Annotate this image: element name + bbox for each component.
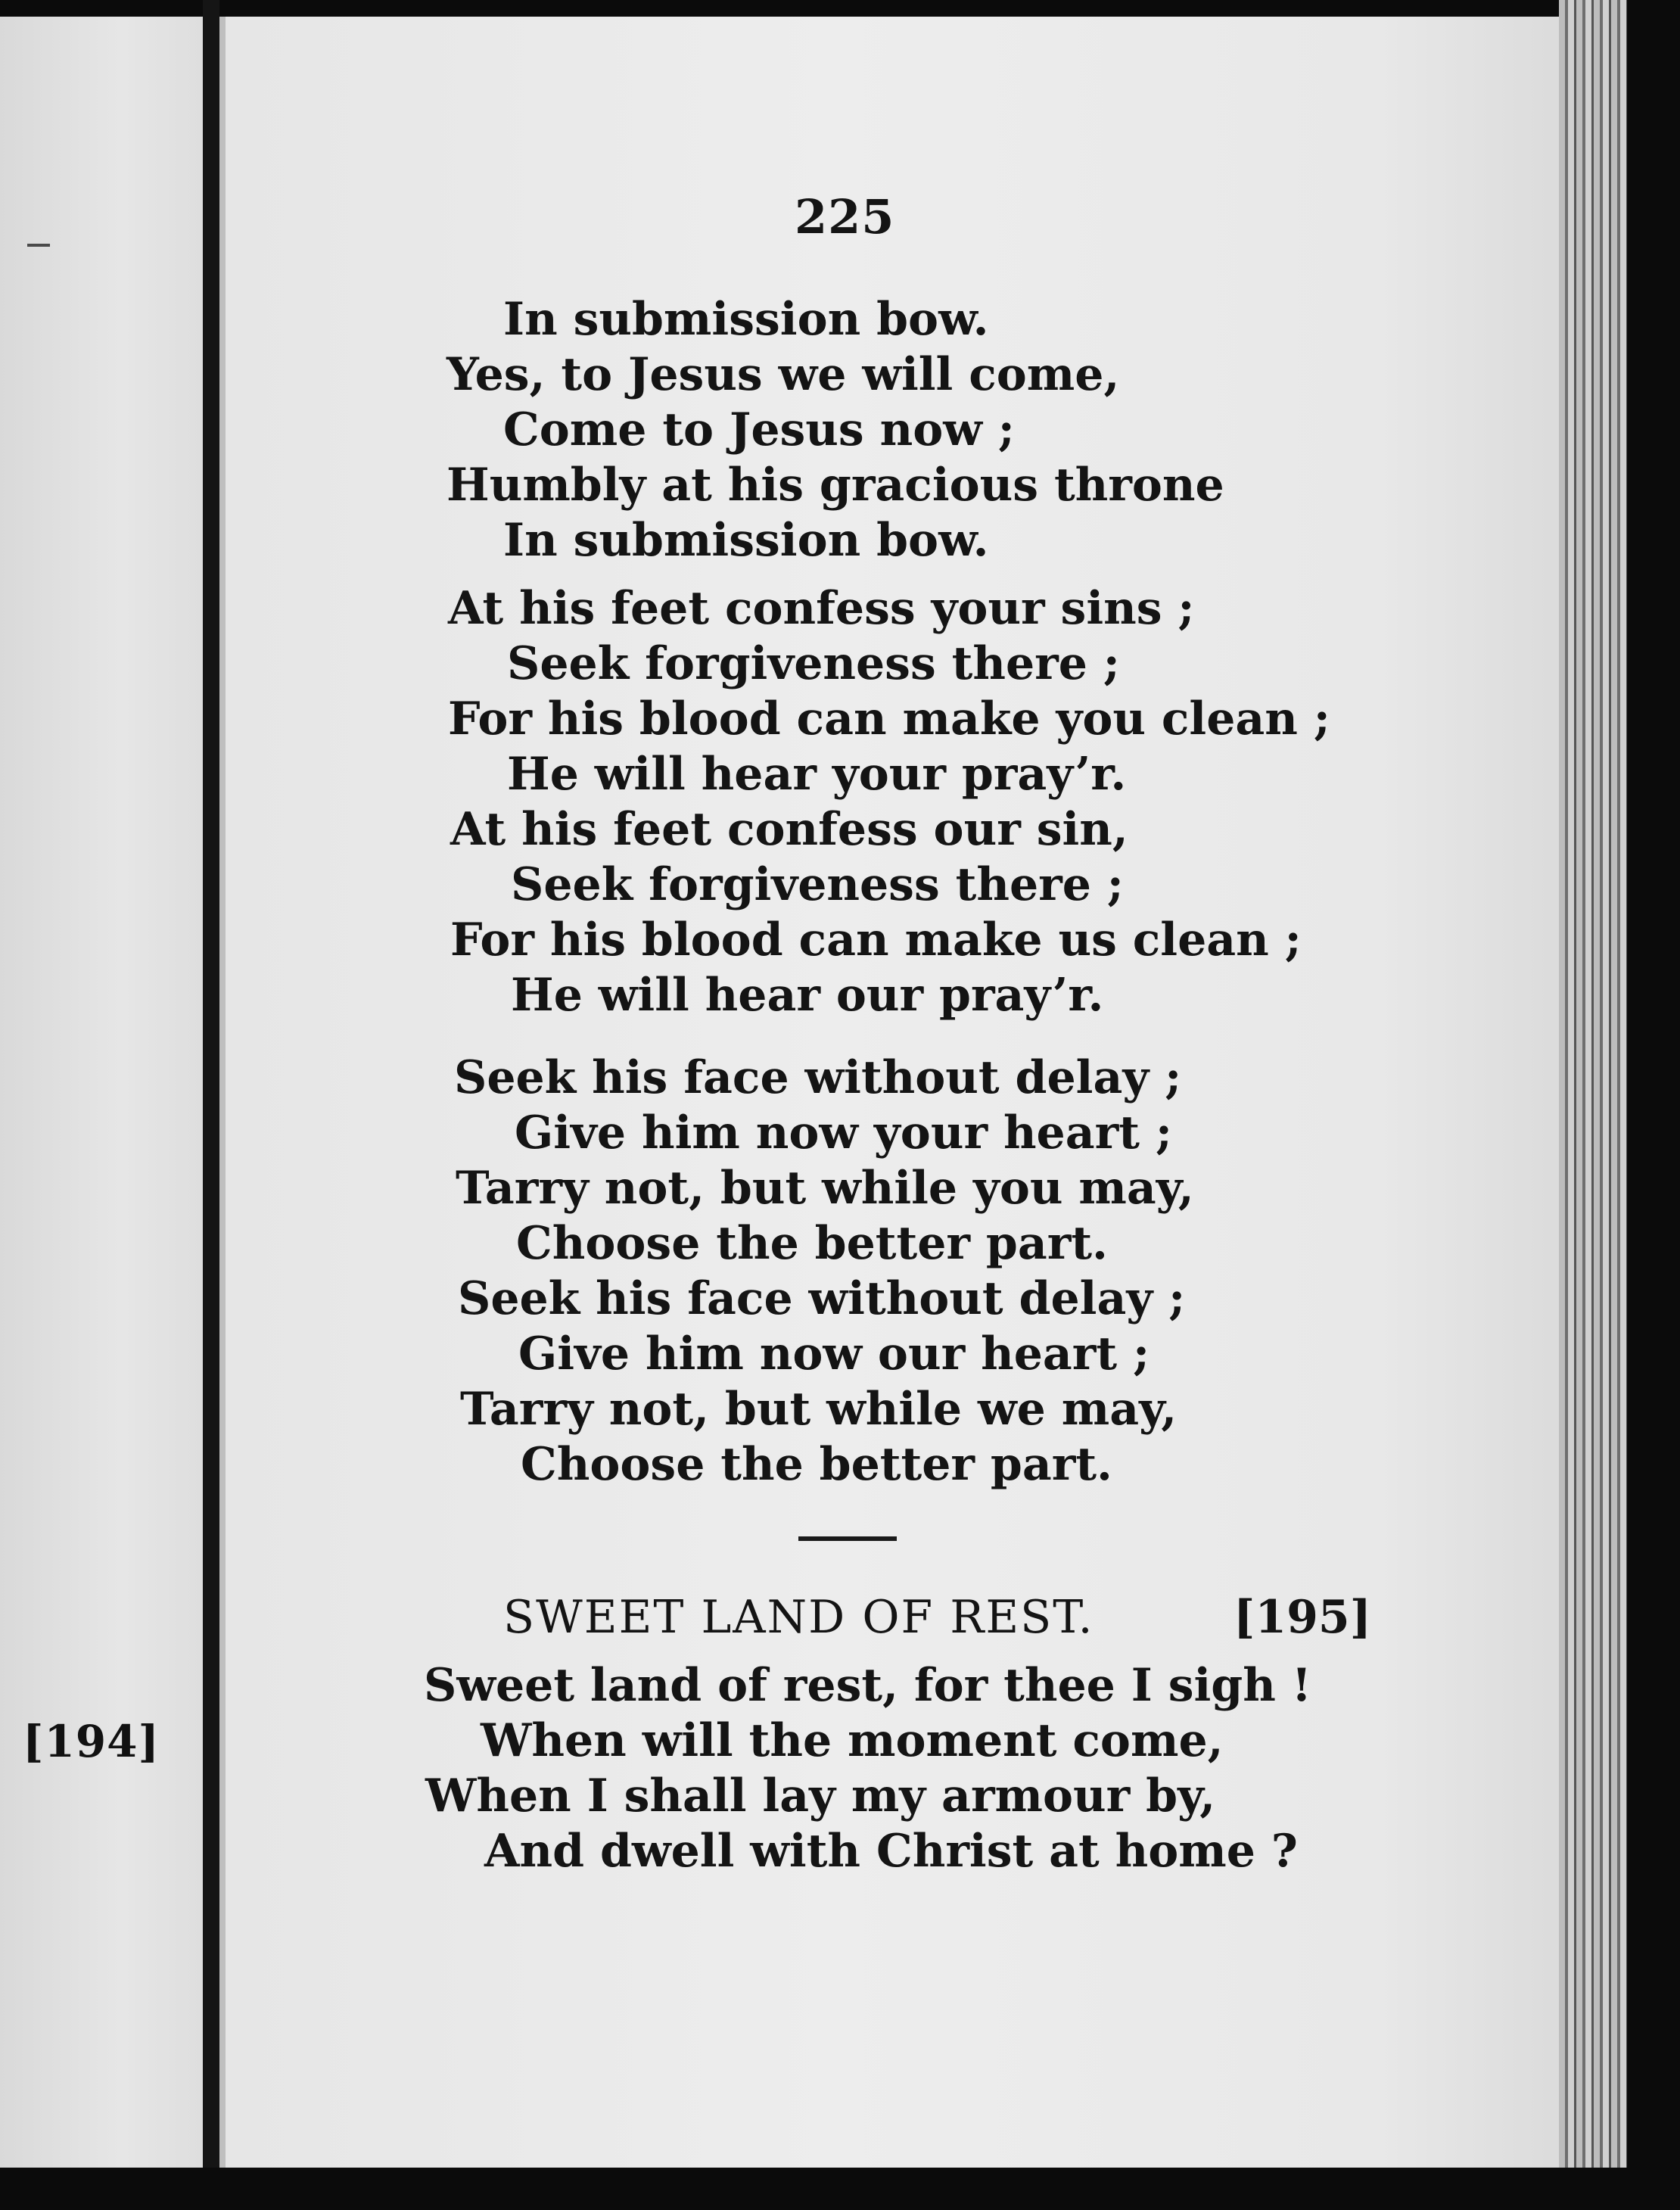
verse-line: Seek forgiveness there ; bbox=[511, 858, 1124, 911]
verse-line: And dwell with Christ at home ? bbox=[484, 1825, 1298, 1878]
verse-line: He will hear your pray’r. bbox=[507, 748, 1127, 801]
section-divider bbox=[798, 1536, 897, 1541]
verse-line: When I shall lay my armour by, bbox=[425, 1770, 1216, 1822]
book-gutter bbox=[203, 0, 219, 2210]
verse-line: For his blood can make you clean ; bbox=[448, 693, 1330, 745]
verse-line: In submission bow. bbox=[503, 514, 989, 567]
verse-line: Sweet land of rest, for thee I sigh ! bbox=[424, 1659, 1312, 1712]
verse-line: For his blood can make us clean ; bbox=[450, 914, 1302, 966]
verse-line: In submission bow. bbox=[503, 293, 989, 346]
verse-line: Give him now your heart ; bbox=[515, 1107, 1172, 1159]
hymn-title: SWEET LAND OF REST. bbox=[503, 1591, 1094, 1644]
left-page bbox=[0, 17, 204, 2168]
verse-line: Give him now our heart ; bbox=[518, 1328, 1150, 1380]
verse-line: Humbly at his gracious throne bbox=[446, 459, 1224, 512]
verse-line: Seek his face without delay ; bbox=[454, 1051, 1182, 1104]
verse-line: Choose the better part. bbox=[516, 1217, 1108, 1270]
verse-line: Seek his face without delay ; bbox=[458, 1272, 1186, 1325]
page-number: 225 bbox=[795, 189, 895, 244]
verse-line: Come to Jesus now ; bbox=[503, 403, 1015, 456]
verse-line: At his feet confess your sins ; bbox=[448, 582, 1195, 635]
right-page bbox=[219, 17, 1582, 2168]
left-page-dash bbox=[27, 244, 50, 247]
scan-border-top bbox=[0, 0, 1680, 17]
verse-line: At his feet confess our sin, bbox=[450, 803, 1128, 856]
verse-line: When will the moment come, bbox=[481, 1714, 1224, 1767]
scan-border-bottom bbox=[0, 2168, 1680, 2210]
verse-line: Tarry not, but while you may, bbox=[456, 1162, 1194, 1215]
verse-line: He will hear our pray’r. bbox=[511, 969, 1104, 1022]
verse-line: Yes, to Jesus we will come, bbox=[446, 348, 1120, 401]
verse-line: Tarry not, but while we may, bbox=[460, 1383, 1178, 1436]
verse-line: Choose the better part. bbox=[521, 1438, 1112, 1491]
page-text bbox=[219, 17, 1582, 2168]
scan-border-right bbox=[1627, 0, 1680, 2210]
left-page-hymn-number: [194] bbox=[23, 1716, 160, 1767]
verse-line: Seek forgiveness there ; bbox=[507, 637, 1120, 690]
hymn-number: [195] bbox=[1234, 1591, 1372, 1644]
book-page-edges bbox=[1559, 0, 1627, 2210]
